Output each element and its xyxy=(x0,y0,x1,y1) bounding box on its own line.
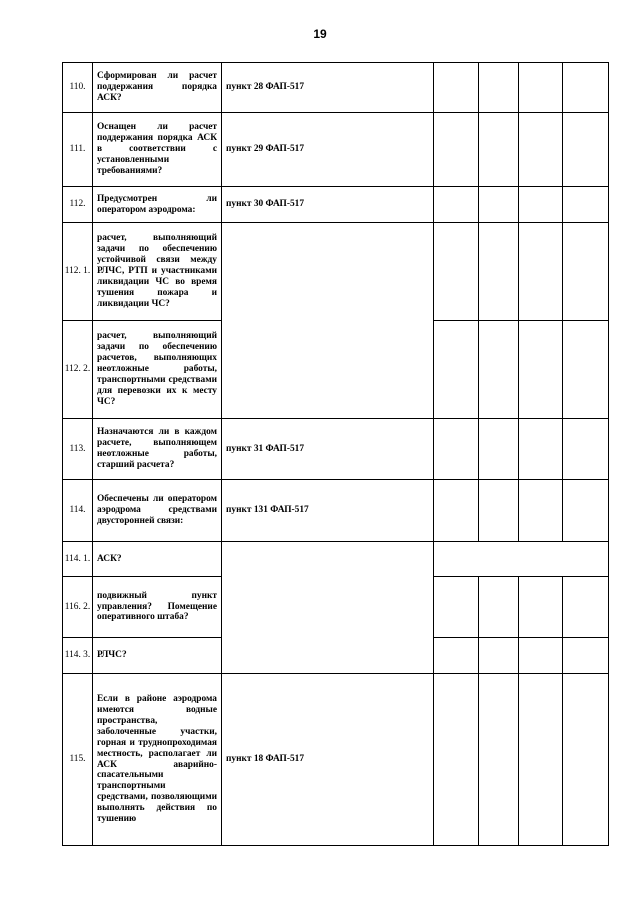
answer-cell-merged xyxy=(434,542,609,577)
table-row xyxy=(63,542,609,577)
row-reference: пункт 29 ФАП-517 xyxy=(222,113,434,187)
row-reference: пункт 31 ФАП-517 xyxy=(222,419,434,480)
row-question: Сформирован ли расчет поддержания порядка АСК? xyxy=(93,63,222,113)
row-question: расчет, выполняющий задачи по обеспечению расчетов, выполняющих неотложные работы, транспортными средствами для перевозки их к месту ЧС? xyxy=(93,321,222,419)
answer-cell xyxy=(563,321,609,419)
answer-cell xyxy=(434,187,479,223)
row-question: Назначаются ли в каждом расчете, выполняющем неотложные работы, старший расчета? xyxy=(93,419,222,480)
answer-cell xyxy=(519,419,563,480)
answer-cell xyxy=(434,63,479,113)
row-number: 110. xyxy=(63,63,93,113)
row-number: 111. xyxy=(63,113,93,187)
answer-cell xyxy=(519,480,563,542)
answer-cell xyxy=(434,674,479,846)
row-number: 114. 3. xyxy=(63,638,93,674)
answer-cell xyxy=(434,321,479,419)
answer-cell xyxy=(479,321,519,419)
answer-cell xyxy=(519,674,563,846)
row-reference: пункт 18 ФАП-517 xyxy=(222,674,434,846)
answer-cell xyxy=(519,223,563,321)
row-question: подвижный пункт управления? Помещение оперативного штаба? xyxy=(93,577,222,638)
row-question: РЛЧС? xyxy=(93,638,222,674)
row-question: АСК? xyxy=(93,542,222,577)
row-question: расчет, выполняющий задачи по обеспечению устойчивой связи между РЛЧС, РТП и участниками ликвидации ЧС во время тушения пожара и ликвидации ЧС? xyxy=(93,223,222,321)
table-row xyxy=(63,223,609,321)
row-question: Предусмотрен ли оператором аэродрома: xyxy=(93,187,222,223)
page-number: 19 xyxy=(313,27,327,41)
answer-cell xyxy=(479,674,519,846)
row-reference: пункт 28 ФАП-517 xyxy=(222,63,434,113)
answer-cell xyxy=(519,638,563,674)
row-reference-empty xyxy=(222,542,434,674)
table-row xyxy=(63,113,609,187)
answer-cell xyxy=(434,223,479,321)
row-number: 112. 1. xyxy=(63,223,93,321)
table-row xyxy=(63,674,609,846)
row-reference-empty xyxy=(222,223,434,419)
table-row xyxy=(63,187,609,223)
answer-cell xyxy=(519,321,563,419)
row-number: 116. 2. xyxy=(63,577,93,638)
answer-cell xyxy=(434,113,479,187)
table-row xyxy=(63,480,609,542)
table-row xyxy=(63,63,609,113)
answer-cell xyxy=(519,577,563,638)
answer-cell xyxy=(434,577,479,638)
answer-cell xyxy=(479,480,519,542)
row-number: 113. xyxy=(63,419,93,480)
answer-cell xyxy=(563,674,609,846)
row-number: 114. xyxy=(63,480,93,542)
answer-cell xyxy=(519,187,563,223)
answer-cell xyxy=(479,577,519,638)
answer-cell xyxy=(434,419,479,480)
answer-cell xyxy=(563,419,609,480)
row-number: 114. 1. xyxy=(63,542,93,577)
row-question: Если в районе аэродрома имеются водные пространства, заболоченные участки, горная и труднопроходимая местность, располагает ли АСК аварийно-спасательными транспортными средствами, позволяющими выполнять действия по тушению xyxy=(93,674,222,846)
answer-cell xyxy=(479,419,519,480)
answer-cell xyxy=(434,638,479,674)
row-reference: пункт 30 ФАП-517 xyxy=(222,187,434,223)
table-row xyxy=(63,419,609,480)
row-question: Обеспечены ли оператором аэродрома средствами двусторонней связи: xyxy=(93,480,222,542)
answer-cell xyxy=(479,113,519,187)
row-number: 115. xyxy=(63,674,93,846)
answer-cell xyxy=(479,187,519,223)
answer-cell xyxy=(563,638,609,674)
answer-cell xyxy=(519,63,563,113)
answer-cell xyxy=(563,187,609,223)
answer-cell xyxy=(434,480,479,542)
row-number: 112. xyxy=(63,187,93,223)
answer-cell xyxy=(563,63,609,113)
row-question: Оснащен ли расчет поддержания порядка АСК в соответствии с установленными требованиями? xyxy=(93,113,222,187)
answer-cell xyxy=(479,638,519,674)
checklist-table xyxy=(62,62,609,846)
answer-cell xyxy=(519,113,563,187)
answer-cell xyxy=(563,480,609,542)
answer-cell xyxy=(479,223,519,321)
answer-cell xyxy=(479,63,519,113)
answer-cell xyxy=(563,577,609,638)
answer-cell xyxy=(563,113,609,187)
row-reference: пункт 131 ФАП-517 xyxy=(222,480,434,542)
answer-cell xyxy=(563,223,609,321)
row-number: 112. 2. xyxy=(63,321,93,419)
